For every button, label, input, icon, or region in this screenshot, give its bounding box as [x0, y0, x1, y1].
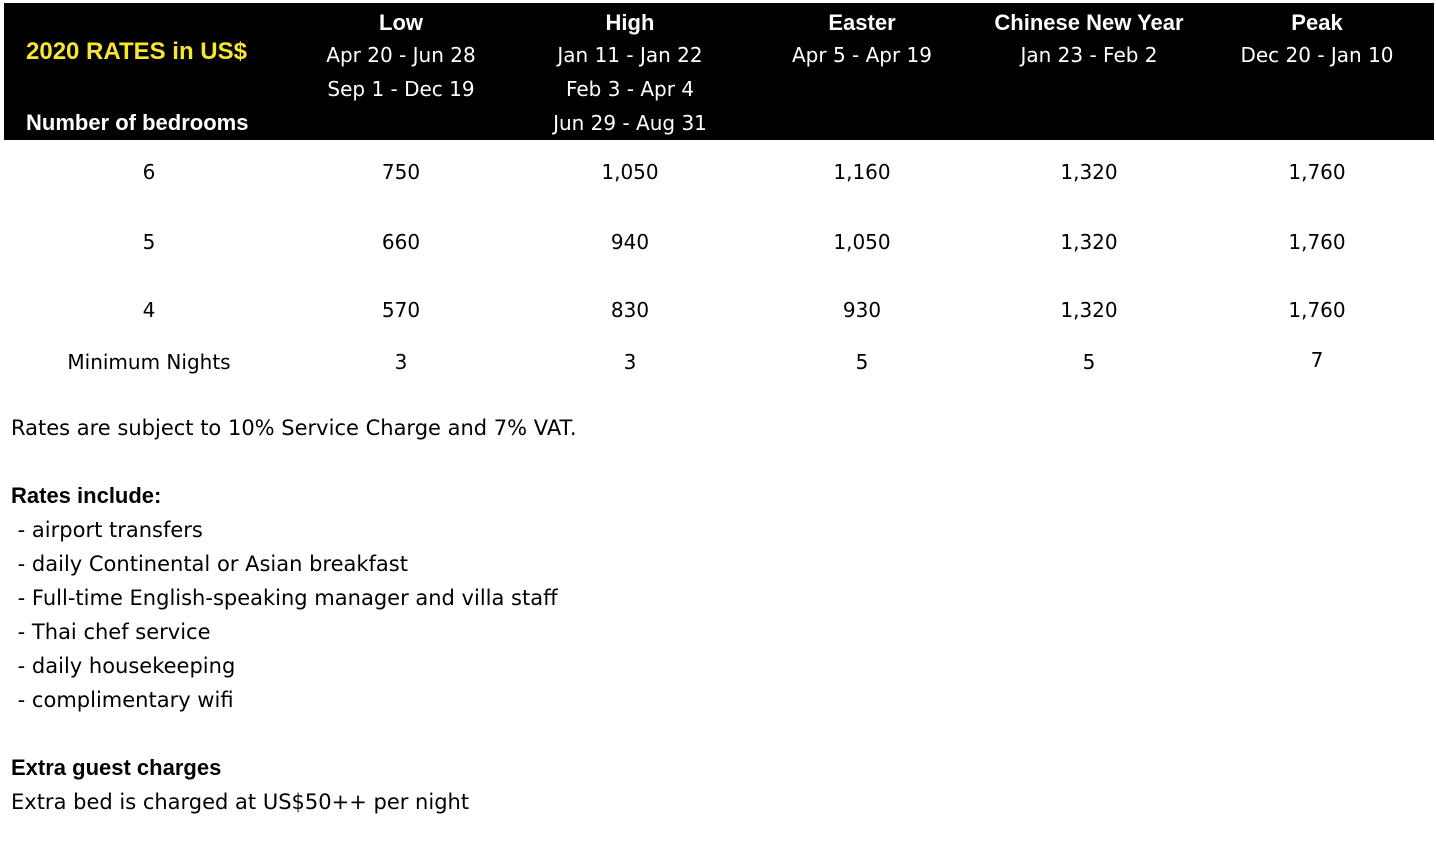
- min-nights-cell: 3: [623, 350, 637, 374]
- season-header-low: [281, 8, 521, 106]
- rate-cell: 1,760: [1288, 160, 1346, 184]
- season-date: Jan 11 - Jan 22: [557, 43, 703, 67]
- rate-cell: 660: [381, 230, 421, 254]
- season-date: Sep 1 - Dec 19: [327, 77, 475, 101]
- rate-cell: 930: [842, 298, 882, 322]
- season-name: Peak: [1291, 10, 1343, 35]
- season-header-high: [510, 8, 750, 140]
- rate-cell: 1,160: [833, 160, 891, 184]
- rates-title: 2020 RATES in US$: [26, 38, 247, 65]
- extra-guest-text: Extra bed is charged at US$50++ per night: [11, 790, 470, 814]
- row-label: 4: [142, 298, 156, 322]
- include-item: - Thai chef service: [11, 620, 211, 644]
- include-item: - daily housekeeping: [11, 654, 236, 678]
- season-date: Jan 23 - Feb 2: [1020, 43, 1158, 67]
- include-item: - airport transfers: [11, 518, 203, 542]
- rate-cell: 1,320: [1060, 230, 1118, 254]
- season-date: Apr 20 - Jun 28: [326, 43, 476, 67]
- rate-cell: 1,050: [833, 230, 891, 254]
- bedrooms-label: Number of bedrooms: [26, 110, 249, 135]
- rate-cell: 1,760: [1288, 230, 1346, 254]
- season-name: Chinese New Year: [994, 10, 1184, 35]
- season-header-easter: [742, 8, 982, 72]
- season-date: Feb 3 - Apr 4: [565, 77, 695, 101]
- season-header-chinese-new-year: [969, 8, 1209, 72]
- row-label: 6: [142, 160, 156, 184]
- include-item: - Full-time English-speaking manager and villa staff: [11, 586, 558, 610]
- season-header-peak: [1197, 8, 1436, 72]
- rate-cell: 1,050: [601, 160, 659, 184]
- min-nights-cell: 5: [1082, 350, 1096, 374]
- includes-title: Rates include:: [11, 483, 162, 508]
- extra-guest-title: Extra guest charges: [11, 755, 222, 780]
- season-date: Dec 20 - Jan 10: [1240, 43, 1394, 67]
- rate-cell: 1,320: [1060, 160, 1118, 184]
- season-name: Low: [379, 10, 423, 35]
- row-label: 5: [142, 230, 156, 254]
- season-name: High: [605, 10, 655, 35]
- rate-cell: 1,760: [1288, 298, 1346, 322]
- min-nights-cell: 7: [1310, 348, 1324, 372]
- rate-cell: 1,320: [1060, 298, 1118, 322]
- season-date: Jun 29 - Aug 31: [553, 111, 707, 135]
- rate-cell: 940: [610, 230, 650, 254]
- rate-cell: 570: [381, 298, 421, 322]
- min-nights-cell: 5: [855, 350, 869, 374]
- min-nights-cell: 3: [394, 350, 408, 374]
- season-name: Easter: [828, 10, 896, 35]
- rate-cell: 750: [381, 160, 421, 184]
- include-item: - complimentary wifi: [11, 688, 234, 712]
- include-item: - daily Continental or Asian breakfast: [11, 552, 408, 576]
- rate-cell: 830: [610, 298, 650, 322]
- row-label-minimum-nights: Minimum Nights: [67, 350, 231, 374]
- tax-note: Rates are subject to 10% Service Charge and 7% VAT.: [11, 416, 577, 440]
- season-date: Apr 5 - Apr 19: [791, 43, 933, 67]
